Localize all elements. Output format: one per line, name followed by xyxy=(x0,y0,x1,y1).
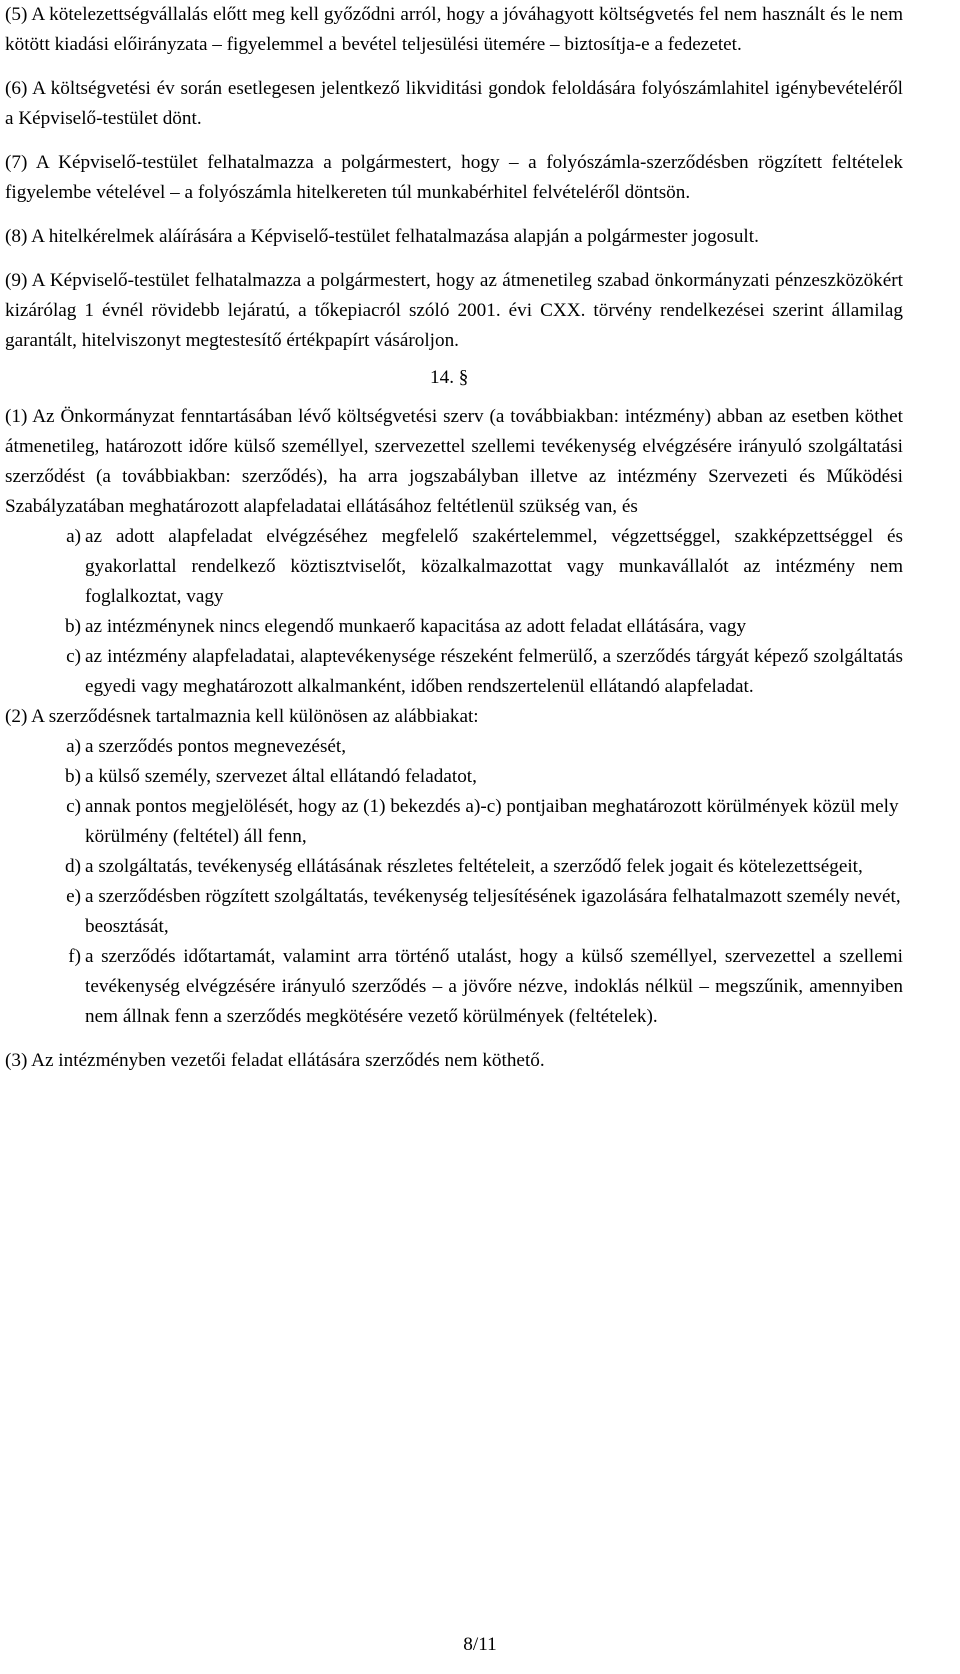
section-paragraph-3: (3) Az intézményben vezetői feladat ellátására szerződés nem köthető. xyxy=(5,1050,545,1071)
list-item xyxy=(45,522,903,612)
section-paragraph-1: (1) Az Önkormányzat fenntartásában lévő költségvetési szerv (a továbbiakban: intézmény) abban az esetben köthet átmenetileg, határozott időre külső személlyel, szervezettel szellemi tevékenység elvégzésére irányuló szolgáltatási szerződést (a továbbiakban: szerződés), ha arra jogszabályban illetve az intézmény Szervezeti és Működési Szabályzatában meghatározott alapfeladatai ellátásához feltétlenül szükség van, és xyxy=(5,406,903,517)
section-title: 14. § xyxy=(430,367,469,388)
list-item-marker: c) xyxy=(66,646,81,667)
list-item-text: a külső személy, szervezet által ellátandó feladatot, xyxy=(85,766,477,787)
list-item xyxy=(45,732,903,762)
paragraph-6: (6) A költségvetési év során esetlegesen jelentkező likviditási gondok feloldására folyószámlahitel igénybevételéről a Képviselő-testület dönt. xyxy=(5,78,903,129)
list-item-text: a szerződésben rögzített szolgáltatás, tevékenység teljesítésének igazolására felhatalmazott személy nevét, beosztását, xyxy=(85,886,901,937)
section-paragraph-2: (2) A szerződésnek tartalmaznia kell különösen az alábbiakat: xyxy=(5,706,479,727)
list-item-text: az intézménynek nincs elegendő munkaerő kapacitása az adott feladat ellátására, vagy xyxy=(85,616,747,637)
list-item-text: annak pontos megjelölését, hogy az (1) bekezdés a)-c) pontjaiban meghatározott körülmények közül mely körülmény (feltétel) áll fenn, xyxy=(85,796,899,847)
list-item xyxy=(45,612,903,642)
list-item-marker: d) xyxy=(65,856,81,877)
list-item-text: az adott alapfeladat elvégzéséhez megfelelő szakértelemmel, végzettséggel, szakképzettséggel és gyakorlattal rendelkező köztisztviselőt, közalkalmazottat vagy munkavállalót az intézmény nem foglalkoztat, vagy xyxy=(85,526,903,607)
list-item xyxy=(45,882,903,942)
page-number: 8/11 xyxy=(463,1634,497,1655)
document-body xyxy=(5,0,903,1076)
list-item-marker: b) xyxy=(65,616,81,637)
paragraph-2-list xyxy=(5,732,903,1032)
paragraph-1-list xyxy=(5,522,903,702)
list-item xyxy=(45,942,903,1032)
list-item xyxy=(45,792,903,852)
list-item-text: a szerződés időtartamát, valamint arra történő utalást, hogy a külső személlyel, szervezettel a szellemi tevékenység elvégzésére irányuló szerződés – a jövőre nézve, indoklás nélkül – megszűnik, amennyiben nem állnak fenn a szerződés megkötésére vezető körülmények (feltételek). xyxy=(85,946,903,1027)
list-item-text: a szolgáltatás, tevékenység ellátásának részletes feltételeit, a szerződő felek jogait és kötelezettségeit, xyxy=(85,856,863,877)
list-item-text: a szerződés pontos megnevezését, xyxy=(85,736,347,757)
paragraph-8: (8) A hitelkérelmek aláírására a Képviselő-testület felhatalmazása alapján a polgármester jogosult. xyxy=(5,226,759,247)
list-item-marker: a) xyxy=(66,526,81,547)
list-item xyxy=(45,762,903,792)
list-item-marker: b) xyxy=(65,766,81,787)
paragraph-9: (9) A Képviselő-testület felhatalmazza a polgármestert, hogy az átmenetileg szabad önkormányzati pénzeszközökért kizárólag 1 évnél rövidebb lejáratú, a tőkepiacról szóló 2001. évi CXX. törvény rendelkezései szerint államilag garantált, hitelviszonyt megtestesítő értékpapírt vásároljon. xyxy=(5,270,903,351)
list-item-text: az intézmény alapfeladatai, alaptevékenysége részeként felmerülő, a szerződés tárgyát képező szolgáltatás egyedi vagy meghatározott alkalmanként, időben rendszertelenül ellátandó alapfeladat. xyxy=(85,646,903,697)
list-item-marker: e) xyxy=(66,886,81,907)
list-item-marker: a) xyxy=(66,736,81,757)
paragraph-5: (5) A kötelezettségvállalás előtt meg kell győződni arról, hogy a jóváhagyott költségvetés fel nem használt és le nem kötött kiadási előirányzata – figyelemmel a bevétel teljesülési ütemére – biztosítja-e a fedezetet. xyxy=(5,4,903,55)
list-item xyxy=(45,642,903,702)
list-item xyxy=(45,852,903,882)
list-item-marker: c) xyxy=(66,796,81,817)
list-item-marker: f) xyxy=(68,946,81,967)
paragraph-7: (7) A Képviselő-testület felhatalmazza a polgármestert, hogy – a folyószámla-szerződésben rögzített feltételek figyelembe vételével – a folyószámla hitelkereten túl munkabérhitel felvételéről döntsön. xyxy=(5,152,903,203)
